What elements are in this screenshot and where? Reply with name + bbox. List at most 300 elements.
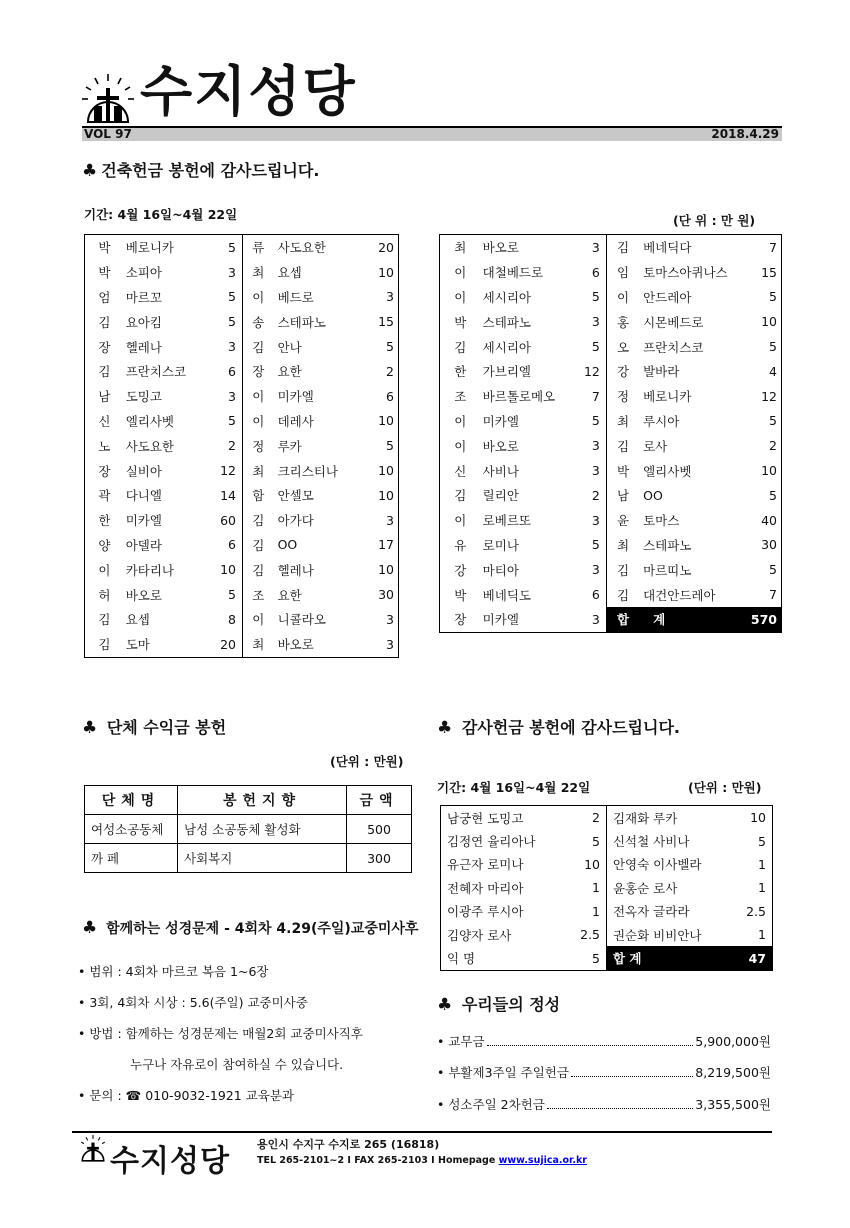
amount: 3 — [565, 458, 606, 483]
bible-award: • 3회, 4회차 시상 : 5.6(주일) 교중미사중 — [78, 995, 308, 1010]
amount: 10 — [378, 562, 394, 578]
surname: 이 — [454, 513, 467, 529]
surname: 박 — [454, 587, 467, 603]
amount: 1 — [566, 876, 606, 899]
baptismal-name: 사도요한 — [125, 438, 175, 454]
offering-row — [437, 1095, 771, 1113]
amount: 12 — [203, 458, 242, 483]
baptismal-name: 바르톨로메오 — [482, 389, 556, 405]
amount: 3 — [386, 636, 394, 652]
table-row — [440, 533, 782, 558]
amount: 10 — [378, 264, 394, 280]
amount: 10 — [378, 413, 394, 429]
donor-name: 익 명 — [447, 951, 476, 967]
amount: 5 — [203, 285, 242, 310]
surname: 함 — [252, 488, 265, 504]
club-icon: ♣ — [82, 918, 98, 938]
footer-contact: TEL 265-2101~2 I FAX 265-2103 I Homepage www.sujica.or.kr — [257, 1155, 587, 1166]
baptismal-name: 세시리아 — [482, 289, 531, 305]
donor-name: 김정연 율리아나 — [447, 834, 536, 850]
amount: 3 — [203, 384, 242, 409]
footer-divider — [72, 1131, 772, 1133]
baptismal-name: 니콜라오 — [277, 612, 326, 628]
amount: 2.5 — [746, 903, 766, 919]
surname: 이 — [454, 265, 467, 281]
baptismal-name: 사도요한 — [277, 240, 326, 256]
volume-number: VOL 97 — [84, 127, 132, 141]
surname: 김 — [252, 562, 265, 578]
donor-name: 전옥자 글라라 — [612, 904, 690, 920]
table-row — [440, 409, 782, 434]
amount: 7 — [769, 587, 777, 603]
group-unit: (단위 : 만원) — [330, 754, 404, 769]
amount: 6 — [386, 388, 394, 404]
surname: 조 — [252, 587, 265, 603]
baptismal-name: 헬레나 — [277, 562, 314, 578]
baptismal-name: 마르꼬 — [125, 289, 162, 305]
footer-address: 용인시 수지구 수지로 265 (16818) — [257, 1138, 440, 1151]
table-row — [440, 384, 782, 409]
amount: 5 — [386, 438, 394, 454]
amount: 7 — [769, 239, 777, 255]
baptismal-name: 소피아 — [125, 265, 162, 281]
amount: 5 — [769, 562, 777, 578]
amount: 5 — [203, 309, 242, 334]
surname: 박 — [616, 463, 630, 479]
amount: 5 — [566, 946, 606, 970]
donor-name: 김양자 로사 — [447, 927, 512, 943]
homepage-link[interactable]: www.sujica.or.kr — [498, 1155, 587, 1166]
baptismal-name: 프란치스코 — [643, 339, 704, 355]
total-value: 47 — [732, 946, 772, 970]
surname: 최 — [252, 265, 265, 281]
baptismal-name: 스테파노 — [277, 314, 326, 330]
club-icon: ♣ — [82, 161, 98, 181]
baptismal-name: 헬레나 — [125, 339, 162, 355]
surname: 김 — [252, 339, 265, 355]
surname: 장 — [98, 463, 111, 479]
amount: 5 — [566, 829, 606, 852]
table-row — [85, 632, 399, 657]
baptismal-name: 크리스티나 — [277, 463, 338, 479]
amount: 5 — [769, 289, 777, 305]
baptismal-name: 로사 — [643, 438, 668, 454]
baptismal-name: 요셉 — [125, 612, 150, 628]
amount: 10 — [378, 487, 394, 503]
table-row — [85, 260, 399, 285]
surname: 김 — [616, 587, 630, 603]
surname: 허 — [98, 587, 111, 603]
surname: 이 — [454, 413, 467, 429]
table-row — [85, 409, 399, 434]
baptismal-name: OO — [643, 487, 663, 503]
bible-range: • 범위 : 4회차 마르코 복음 1~6장 — [78, 964, 269, 979]
baptismal-name: 미카엘 — [482, 413, 519, 429]
amount: 5 — [203, 409, 242, 434]
surname: 장 — [454, 612, 467, 628]
amount: 6 — [203, 533, 242, 558]
amount: 3 — [203, 334, 242, 359]
donor-name: 안영숙 이사벨라 — [612, 857, 702, 873]
church-logo-icon — [80, 72, 136, 128]
amount: 8 — [203, 607, 242, 632]
offering-value: 8,219,500원 — [695, 1065, 771, 1080]
amount: 2 — [386, 363, 394, 379]
surname: 김 — [616, 562, 630, 578]
amount: 1 — [566, 900, 606, 923]
surname: 최 — [252, 463, 265, 479]
baptismal-name: 루시아 — [643, 413, 680, 429]
table-row — [85, 458, 399, 483]
amount: 10 — [566, 853, 606, 876]
amount: 5 — [565, 334, 606, 359]
baptismal-name: 실비아 — [125, 463, 162, 479]
surname: 김 — [98, 612, 111, 628]
amount: 5 — [565, 285, 606, 310]
surname: 박 — [98, 265, 111, 281]
surname: 남 — [98, 389, 111, 405]
surname: 이 — [98, 562, 111, 578]
group-name: 까 페 — [85, 844, 178, 873]
donor-name: 권순화 비비안나 — [612, 927, 702, 943]
surname: 박 — [454, 314, 467, 330]
surname: 최 — [616, 413, 630, 429]
header-intention: 봉헌지향 — [178, 786, 347, 815]
surname: 임 — [616, 265, 630, 281]
amount: 6 — [203, 359, 242, 384]
amount: 5 — [203, 235, 242, 260]
surname: 오 — [616, 339, 630, 355]
offering-label: • 부활제3주일 주일헌금 — [437, 1065, 569, 1080]
dot-leader — [547, 1095, 693, 1109]
baptismal-name: 스테파노 — [643, 537, 692, 553]
surname: 정 — [616, 389, 630, 405]
baptismal-name: 스테파노 — [482, 314, 531, 330]
donor-name: 김재화 루카 — [612, 810, 678, 826]
amount: 3 — [565, 235, 606, 260]
church-logo-icon — [78, 1134, 108, 1164]
offering-value: 5,900,000원 — [695, 1034, 771, 1049]
donor-name: 이광주 루시아 — [447, 904, 524, 920]
baptismal-name: 안드레아 — [643, 289, 692, 305]
amount: 5 — [769, 487, 777, 503]
footer-title: 수지성당 — [110, 1144, 230, 1179]
building-fund-title: ♣ 건축헌금 봉헌에 감사드립니다. — [82, 161, 320, 181]
amount: 20 — [378, 239, 394, 255]
amount: 5 — [565, 533, 606, 558]
amount: 1 — [758, 880, 766, 896]
amount: 5 — [769, 339, 777, 355]
surname: 홍 — [616, 314, 630, 330]
baptismal-name: 도밍고 — [125, 389, 162, 405]
offering-row — [437, 1063, 771, 1081]
baptismal-name: 릴리안 — [482, 488, 519, 504]
club-icon: ♣ — [437, 995, 453, 1015]
bible-contact: • 문의 : ☎ 010-9032-1921 교육분과 — [78, 1088, 294, 1103]
baptismal-name: 미카엘 — [125, 513, 162, 529]
amount: 3 — [386, 289, 394, 305]
table-row — [440, 260, 782, 285]
surname: 조 — [454, 389, 467, 405]
amount: 5 — [203, 582, 242, 607]
amount: 10 — [203, 557, 242, 582]
total-value: 570 — [744, 607, 781, 632]
amount: 2 — [769, 438, 777, 454]
building-donors-table-right — [439, 234, 782, 633]
donor-name: 전혜자 마리아 — [447, 880, 524, 896]
table-row — [85, 334, 399, 359]
table-row — [440, 557, 782, 582]
surname: 김 — [454, 339, 467, 355]
table-row — [85, 582, 399, 607]
surname: 정 — [252, 438, 265, 454]
amount: 1 — [758, 856, 766, 872]
issue-date: 2018.4.29 — [711, 127, 779, 141]
baptismal-name: 아델라 — [125, 537, 162, 553]
table-row — [440, 235, 782, 260]
dot-leader — [571, 1063, 693, 1077]
donor-name: 신석철 사비나 — [612, 834, 690, 850]
baptismal-name: 베드로 — [277, 289, 314, 305]
table-row — [441, 900, 773, 923]
amount: 15 — [378, 314, 394, 330]
surname: 장 — [98, 339, 111, 355]
amount: 7 — [565, 384, 606, 409]
baptismal-name: 베로니카 — [643, 389, 692, 405]
table-row — [441, 806, 773, 830]
thanks-period: 기간: 4월 16일~4월 22일 — [437, 780, 591, 795]
surname: 유 — [454, 537, 467, 553]
baptismal-name: 대철베드로 — [482, 265, 544, 281]
amount: 3 — [565, 508, 606, 533]
intention: 사회복지 — [178, 844, 347, 873]
table-row — [441, 876, 773, 899]
surname: 강 — [454, 562, 467, 578]
amount: 5 — [769, 413, 777, 429]
surname: 류 — [252, 240, 265, 256]
baptismal-name: 로베르또 — [482, 513, 531, 529]
building-donors-table-left — [84, 234, 399, 658]
table-row — [85, 285, 399, 310]
amount: 40 — [761, 512, 777, 528]
table-row — [441, 853, 773, 876]
baptismal-name: 대건안드레아 — [643, 587, 716, 603]
surname: 장 — [252, 364, 265, 380]
table-row — [440, 508, 782, 533]
baptismal-name: 안셀모 — [277, 488, 314, 504]
baptismal-name: 마티아 — [482, 562, 519, 578]
bible-method: • 방법 : 함께하는 성경문제는 매월2회 교중미사직후 — [78, 1026, 363, 1041]
surname: 최 — [252, 637, 265, 653]
table-row — [440, 334, 782, 359]
amount: 10 — [761, 463, 777, 479]
surname: 이 — [454, 438, 467, 454]
amount: 15 — [761, 264, 777, 280]
amount: 3 — [203, 260, 242, 285]
amount: 10 — [750, 810, 766, 826]
amount: 3 — [386, 611, 394, 627]
surname: 이 — [252, 612, 265, 628]
building-period: 기간: 4월 16일~4월 22일 — [84, 207, 238, 222]
amount: 6 — [565, 582, 606, 607]
surname: 강 — [616, 364, 630, 380]
baptismal-name: 바오로 — [482, 240, 519, 256]
bible-method-cont: 누구나 자유로이 참여하실 수 있습니다. — [130, 1057, 344, 1072]
baptismal-name: 요한 — [277, 587, 302, 603]
amount: 5 — [565, 409, 606, 434]
table-row — [85, 815, 412, 844]
amount: 2 — [203, 433, 242, 458]
amount: 2 — [565, 483, 606, 508]
donor-name: 윤홍순 로사 — [612, 880, 678, 896]
offerings-title: ♣ 우리들의 정성 — [437, 995, 561, 1015]
surname: 송 — [252, 314, 265, 330]
table-row — [441, 829, 773, 852]
amount: 12 — [761, 388, 777, 404]
amount: 2 — [566, 806, 606, 830]
donor-name: 유근자 로미나 — [447, 857, 524, 873]
surname: 김 — [616, 438, 630, 454]
group-offering-title: ♣ 단체 수익금 봉헌 — [82, 718, 227, 738]
surname: 김 — [616, 240, 630, 256]
baptismal-name: 시몬베드로 — [643, 314, 704, 330]
group-offering-table — [84, 785, 412, 873]
surname: 박 — [98, 240, 111, 256]
surname: 최 — [616, 537, 630, 553]
baptismal-name: 엘리사벳 — [643, 463, 692, 479]
surname: 엄 — [98, 289, 111, 305]
amount: 6 — [565, 260, 606, 285]
dot-leader — [487, 1032, 694, 1046]
amount: 60 — [203, 508, 242, 533]
surname: 양 — [98, 537, 111, 553]
amount: 30 — [378, 587, 394, 603]
baptismal-name: 카타리나 — [125, 562, 175, 578]
baptismal-name: 가브리엘 — [482, 364, 531, 380]
table-row — [85, 235, 399, 260]
club-icon: ♣ — [437, 718, 453, 738]
amount: 3 — [565, 607, 606, 632]
table-row — [85, 359, 399, 384]
baptismal-name: 발바라 — [643, 364, 680, 380]
baptismal-name: 마르띠노 — [643, 562, 692, 578]
amount: 10 — [378, 463, 394, 479]
amount: 300 — [347, 844, 412, 873]
table-row — [440, 359, 782, 384]
baptismal-name: OO — [277, 537, 298, 553]
surname: 이 — [252, 289, 265, 305]
table-row — [440, 458, 782, 483]
table-row — [85, 533, 399, 558]
masthead-title: 수지성당 — [140, 60, 357, 123]
surname: 김 — [252, 513, 265, 529]
baptismal-name: 다니엘 — [125, 488, 162, 504]
amount: 5 — [758, 833, 766, 849]
table-row — [440, 483, 782, 508]
surname: 최 — [454, 240, 467, 256]
amount: 30 — [761, 537, 777, 553]
amount: 17 — [378, 537, 394, 553]
amount: 2.5 — [566, 923, 606, 946]
surname: 한 — [454, 364, 467, 380]
table-row — [85, 508, 399, 533]
surname: 노 — [98, 438, 111, 454]
table-row — [85, 433, 399, 458]
amount: 14 — [203, 483, 242, 508]
baptismal-name: 도마 — [125, 637, 150, 653]
table-row — [440, 582, 782, 607]
total-label: 계 — [639, 607, 744, 632]
baptismal-name: 바오로 — [125, 587, 162, 603]
baptismal-name: 베로니카 — [125, 240, 175, 256]
amount: 500 — [347, 815, 412, 844]
surname: 윤 — [616, 513, 630, 529]
baptismal-name: 토마스 — [643, 513, 680, 529]
amount: 12 — [565, 359, 606, 384]
table-row — [85, 557, 399, 582]
donor-name: 남궁현 도밍고 — [447, 810, 524, 826]
baptismal-name: 프란치스코 — [125, 364, 187, 380]
table-row — [441, 923, 773, 946]
baptismal-name: 세시리아 — [482, 339, 531, 355]
surname: 한 — [98, 513, 111, 529]
offering-value: 3,355,500원 — [695, 1097, 771, 1112]
surname: 남 — [616, 488, 630, 504]
baptismal-name: 요한 — [277, 364, 302, 380]
surname: 김 — [98, 364, 111, 380]
thanks-donors-table — [440, 805, 773, 971]
surname: 곽 — [98, 488, 111, 504]
surname: 신 — [454, 463, 467, 479]
header-group-name: 단체명 — [85, 786, 178, 815]
amount: 20 — [203, 632, 242, 657]
surname: 김 — [454, 488, 467, 504]
baptismal-name: 로미나 — [482, 537, 519, 553]
amount: 10 — [761, 314, 777, 330]
baptismal-name: 아가다 — [277, 513, 314, 529]
baptismal-name: 사비나 — [482, 463, 519, 479]
table-row — [440, 285, 782, 310]
baptismal-name: 엘리사벳 — [125, 413, 175, 429]
group-name: 여성소공동체 — [85, 815, 178, 844]
total-label: 합 계 — [606, 946, 732, 970]
table-row — [85, 483, 399, 508]
header-amount: 금액 — [347, 786, 412, 815]
surname: 김 — [252, 537, 265, 553]
amount: 3 — [565, 309, 606, 334]
surname: 김 — [98, 314, 111, 330]
table-row — [440, 607, 782, 632]
surname: 김 — [98, 637, 111, 653]
amount: 3 — [386, 512, 394, 528]
baptismal-name: 베네딕다 — [643, 240, 692, 256]
table-row — [85, 384, 399, 409]
amount: 5 — [386, 339, 394, 355]
baptismal-name: 데레사 — [277, 413, 314, 429]
baptismal-name: 미카엘 — [277, 389, 314, 405]
offering-row — [437, 1032, 771, 1050]
baptismal-name: 바오로 — [482, 438, 519, 454]
surname: 신 — [98, 413, 111, 429]
amount: 1 — [758, 927, 766, 943]
table-row — [441, 946, 773, 970]
baptismal-name: 토마스아퀴나스 — [643, 265, 728, 281]
table-row — [85, 844, 412, 873]
baptismal-name: 베네딕도 — [482, 587, 531, 603]
baptismal-name: 바오로 — [277, 637, 314, 653]
intention: 남성 소공동체 활성화 — [178, 815, 347, 844]
amount: 3 — [565, 433, 606, 458]
